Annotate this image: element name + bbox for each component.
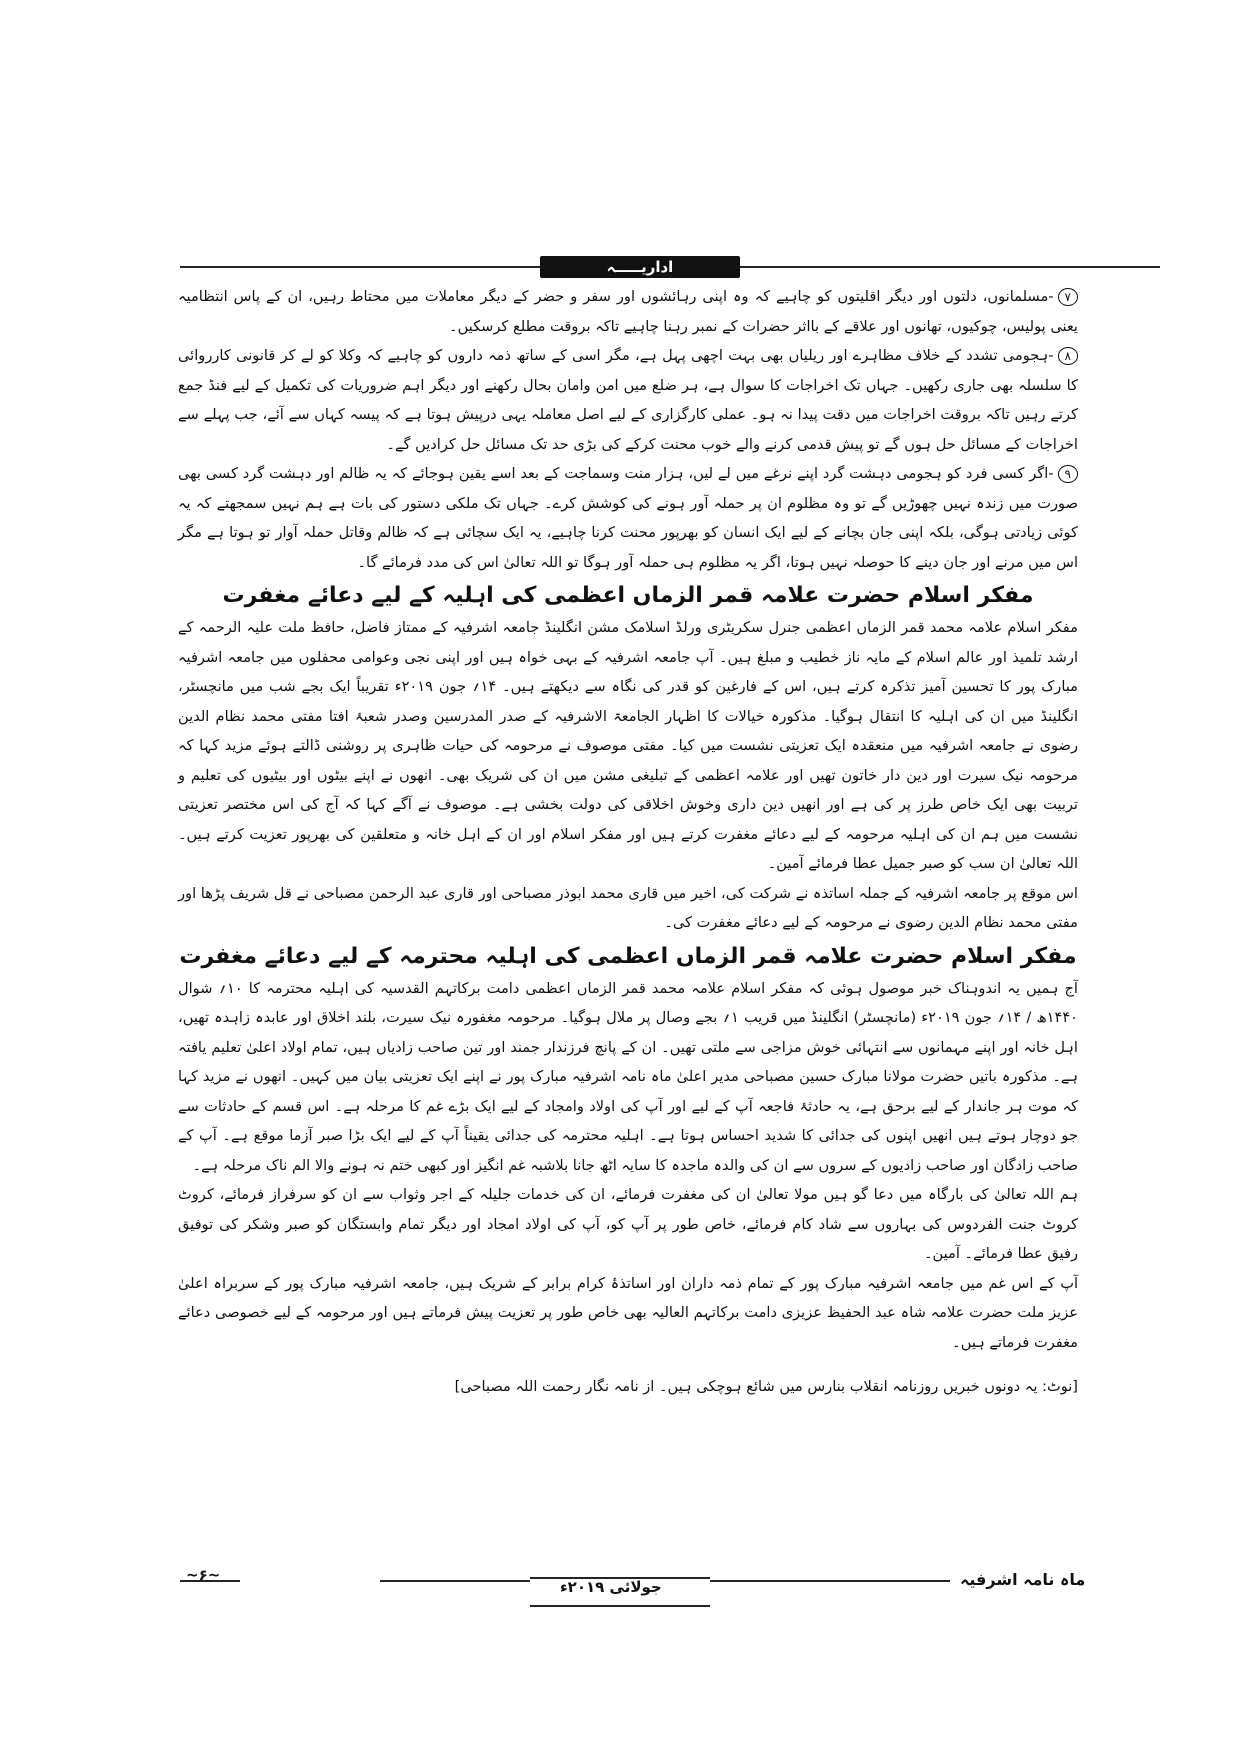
article-2-condolence: آپ کے اس غم میں جامعہ اشرفیہ مبارک پور کے تمام ذمہ داران اور اساتذۂ کرام برابر کے شریک ہیں، جامعہ اشرفیہ مبارک پور کے سربراہ اعلیٰ عزیز ملت حضرت علامہ شاہ عبد الحفیظ عزیزی دامت برکاتہم العالیہ بھی خاص طور پر تعزیت پیش فرماتے ہیں اور مرحومہ کے لیے خصوصی دعائے مغفرت فرماتے ہیں۔: [178, 1274, 1078, 1351]
magazine-name: ماہ نامہ اشرفیہ: [960, 1570, 1086, 1589]
paragraph-text: -مسلمانوں، دلتوں اور دیگر اقلیتوں کو چاہیے کہ وہ اپنی رہائشوں اور سفر و حضر کے دیگر معاملات میں محتاط رہیں، ان کے پاس انتظامیہ یعنی پولیس، چوکیوں، تھانوں اور علاقے کے بااثر حضرات کے نمبر رہنا چاہیے تاکہ بروقت مطلع کرسکیں۔: [178, 288, 1078, 335]
section-badge: اداریـــــہ: [540, 256, 740, 278]
point-number: ۸: [1058, 347, 1078, 365]
point-number: ۹: [1058, 465, 1078, 483]
page-content: [178, 282, 1078, 1416]
article-2-prayer: ہم اللہ تعالیٰ کی بارگاہ میں دعا گو ہیں مولا تعالیٰ ان کی مغفرت فرمائے، ان کی خدمات جلیلہ کے اجر وثواب سے ان کو سرفراز فرمائے، کروٹ کروٹ جنت الفردوس کی بہاروں سے شاد کام فرمائے، خاص طور پر آپ کو، آپ کی اولاد امجاد اور دیگر تمام وابستگان کو صبر وشکر کی توفیق رفیق عطا فرمائے۔ آمین۔: [178, 1186, 1078, 1262]
header-rule-left: [180, 266, 540, 268]
footer-rule-mid-left: [380, 1580, 530, 1582]
footer-rule-mid-right: [710, 1580, 950, 1582]
article-heading-1: مفکر اسلام حضرت علامہ قمر الزماں اعظمی کی اہلیہ کے لیے دعائے مغفرت: [222, 583, 1034, 608]
article-1-closing: اس موقع پر جامعہ اشرفیہ کے جملہ اساتذہ نے شرکت کی، اخیر میں قاری محمد ابوذر مصباحی اور قاری عبد الرحمن مصباحی نے قل شریف پڑھا اور مفتی محمد نظام الدین رضوی نے مرحومہ کے لیے دعائے مغفرت کی۔: [178, 884, 1078, 931]
point-number: ۷: [1058, 288, 1078, 306]
article-2-body: آج ہمیں یہ اندوہناک خبر موصول ہوئی کہ مفکر اسلام علامہ محمد قمر الزماں اعظمی دامت برکاتہم القدسیہ کی اہلیہ محترمہ کا ۱۰؍ شوال ۱۴۴۰ھ / ۱۴؍ جون ۲۰۱۹ء (مانچسٹر) انگلینڈ میں قریب ۱؍ بجے وصال پر ملال ہوگیا۔ مرحومہ مغفورہ نیک سیرت، بلند اخلاق اور عابدہ زاہدہ تھیں، اہل خانہ اور اپنے مہمانوں سے انتہائی خوش مزاجی سے ملتی تھیں۔ ان کے پانچ فرزندار جمند اور تین صاحب زادیاں ہیں، تمام اولاد اعلیٰ تعلیم یافتہ ہے۔ مذکورہ باتیں حضرت مولانا مبارک حسین مصباحی مدیر اعلیٰ ماہ نامہ اشرفیہ مبارک پور نے اپنے ایک تعزیتی بیان میں کہیں۔ انھوں نے مزید کہا کہ موت ہر جاندار کے لیے برحق ہے، یہ حادثۂ فاجعہ آپ کے لیے اور آپ کی اولاد وامجاد کے لیے ایک بڑے غم کا مرحلہ ہے۔ اس قسم کے حادثات سے جو دوچار ہوتے ہیں انھیں اپنوں کی جدائی کا شدید احساس ہوتا ہے۔ اہلیہ محترمہ کی جدائی یقیناً آپ کے لیے ایک بڑا صبر آزما موقع ہے۔ آپ کے صاحب زادگان اور صاحب زادیوں کے سروں سے ان کی والدہ ماجدہ کا سایہ اٹھ جانا بلاشبہ غم انگیز اور کبھی ختم نہ ہونے والا الم ناک مرحلہ ہے۔: [178, 979, 1078, 1174]
article-1-body: مفکر اسلام علامہ محمد قمر الزماں اعظمی جنرل سکریٹری ورلڈ اسلامک مشن انگلینڈ جامعہ اشرفیہ کے ممتاز فاضل، حافظ ملت علیہ الرحمہ کے ارشد تلمیذ اور عالم اسلام کے مایہ ناز خطیب و مبلغ ہیں۔ آپ جامعہ اشرفیہ کے بہی خواہ ہیں اور اپنی نجی وعوامی محفلوں میں جامعہ اشرفیہ مبارک پور کا تحسین آمیز تذکرہ کرتے ہیں، اس کے فارغین کو قدر کی نگاہ سے دیکھتے ہیں۔ ۱۴؍ جون ۲۰۱۹ء تقریباً ایک بجے شب میں مانچسٹر، انگلینڈ میں ان کی اہلیہ کا انتقال ہوگیا۔ مذکورہ خیالات کا اظہار الجامعۃ الاشرفیہ کے صدر المدرسین وصدر شعبۂ افتا مفتی محمد نظام الدین رضوی نے جامعہ اشرفیہ میں منعقدہ ایک تعزیتی نشست میں کیا۔ مفتی موصوف نے مرحومہ کی حیات ظاہری پر روشنی ڈالتے ہوئے مزید کہا کہ مرحومہ نیک سیرت اور دین دار خاتون تھیں اور علامہ اعظمی کے تبلیغی مشن میں ان کی شریک بھی۔ انھوں نے اپنے بیٹوں اور بیٹیوں کی تعلیم و تربیت بھی ایک خاص طرز پر کی ہے اور انھیں دین داری وخوش اخلاقی کی دولت بخشی ہے۔ موصوف نے آگے کہا کہ آج کی اس مختصر تعزیتی نشست میں ہم ان کی اہلیہ مرحومہ کے لیے دعائے مغفرت کرتے ہیں اور مفکر اسلام اور ان کے اہل خانہ و متعلقین کی بھرپور تعزیت کرتے ہیں۔ اللہ تعالیٰ ان سب کو صبر جمیل عطا فرمائے آمین۔: [178, 619, 1078, 872]
article-heading-2: مفکر اسلام حضرت علامہ قمر الزماں اعظمی کی اہلیہ محترمہ کے لیے دعائے مغفرت: [179, 943, 1077, 969]
header-rule-right: [740, 266, 1160, 268]
paragraph-text: -اگر کسی فرد کو ہجومی دہشت گرد اپنے نرغے میں لے لیں، ہزار منت وسماجت کے بعد اسے یقین ہوجائے کہ یہ ظالم اور دہشت گرد کسی بھی صورت میں زندہ نہیں چھوڑیں گے تو وہ مظلوم ان پر حملہ آور ہونے کی کوشش کرے۔ جہاں تک ملکی دستور کی بات ہے ہم نہیں سمجھتے کہ یہ کوئی زیادتی ہوگی، بلکہ اپنی جان بچانے کے لیے ایک انسان کو بھرپور محنت کرنا چاہیے، یہ ایک سچائی ہے کہ ظالم وقاتل حملہ آوار تو ہوتا ہے مگر اس میں مرنے اور جان دینے کا حوصلہ نہیں ہوتا، اگر یہ مظلوم ہی حملہ آور ہوگا تو اللہ تعالیٰ اس کی مدد فرمائے گا۔: [178, 465, 1078, 571]
paragraph-8: [178, 341, 1078, 459]
footnote: [نوٹ: یہ دونوں خبریں روزنامہ انقلاب بنارس میں شائع ہوچکی ہیں۔ از نامہ نگار رحمت اللہ مصباحی]: [454, 1377, 1078, 1395]
paragraph-text: -ہجومی تشدد کے خلاف مظاہرے اور ریلیاں بھی بہت اچھی پہل ہے، مگر اسی کے ساتھ ذمہ داروں کو چاہیے کہ وکلا کو لے کر قانونی کارروائی کا سلسلہ بھی جاری رکھیں۔ جہاں تک اخراجات کا سوال ہے، ہر ضلع میں امن وامان بحال رکھنے اور دیگر اہم ضروریات کی تکمیل کے لیے فنڈ جمع کرتے رہیں تاکہ بروقت اخراجات میں دقت پیدا نہ ہو۔ عملی کارگزاری کے لیے اصل معاملہ یہی درپیش ہوتا ہے کہ پیسہ کہاں سے آئے، جب پہلے سے اخراجات کے مسائل حل ہوں گے تو پیش قدمی کرنے والے خوب محنت کرکے کی بڑی حد تک مسائل حل کرادیں گے۔: [178, 347, 1078, 453]
page-number: ~۶~: [186, 1566, 221, 1584]
paragraph-7: [178, 282, 1078, 341]
issue-date: جولائی ۲۰۱۹ء: [560, 1578, 662, 1596]
paragraph-9: [178, 459, 1078, 577]
